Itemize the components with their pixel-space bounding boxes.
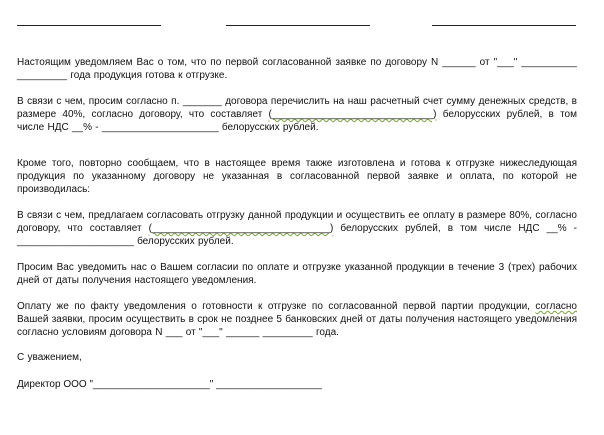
paragraph-readiness-notice [17, 56, 577, 82]
payment-terms-text: Оплату же по факту уведомления о готовности к отгрузке по согласованной первой партии продукции, [17, 301, 536, 312]
paragraph-readiness-text: Настоящим уведомляем Вас о том, что по первой согласованной заявке по договору N ______ от "___" __________ _________ года продукция готова к отгрузке. [17, 57, 577, 81]
signature-text: Директор ООО "_____________________" ___________________ [17, 379, 322, 390]
header-blank-line-right [432, 25, 576, 26]
paragraph-additional-goods [17, 157, 577, 196]
shipment-proposal-text: В связи с чем, предлагаем согласовать отгрузку данной продукции и осуществить ее оплату в размере 80%, согласно договору, что составляет [17, 210, 577, 234]
paragraph-shipment-proposal [17, 209, 577, 248]
shipment-proposal-text-end: белорусских рублей, в том числе НДС __% - _____________________ белорусских рублей. [17, 223, 578, 247]
signature-line [17, 378, 322, 391]
paragraph-consent-request [17, 261, 577, 287]
payment-terms-text-end: Вашей заявки, просим осуществить в срок не позднее 5 банковских дней от даты получения настоящего уведомления согласно условиям договора N ___ от "___" ______ _________ года. [17, 314, 577, 338]
consent-request-text: Просим Вас уведомить нас о Вашем согласии по оплате и отгрузке указанной продукции в течение 3 (трех) рабочих дней от даты получения настоящего уведомления. [17, 262, 577, 286]
payment-request-text-end: белорусских рублей, в том числе НДС __% - _____________________ белорусских рублей. [17, 109, 577, 133]
paragraph-payment-request [17, 95, 577, 134]
additional-goods-text: Кроме того, повторно сообщаем, что в настоящее время также изготовлена и готова к отгрузке нижеследующая продукция по указанному договору не указанная в согласованной первой заявке и оплата, по которой не производилась: [17, 158, 577, 195]
closing-line [17, 351, 577, 364]
closing-text: С уважением, [17, 352, 82, 363]
payment-terms-flagged-word: согласно [535, 301, 577, 312]
payment-request-text: В связи с чем, просим согласно п. _______ договора перечислить на наш расчетный счет сумму денежных средств, в размере 40%, согласно договору, что составляет [17, 96, 577, 120]
paragraph-payment-terms [17, 300, 577, 339]
shipment-amount-blank: (________________________________) [148, 223, 334, 234]
header-blank-line-left [17, 25, 161, 26]
payment-amount-blank: (_____________________________) [268, 109, 437, 120]
header-blank-line-center [226, 25, 370, 26]
